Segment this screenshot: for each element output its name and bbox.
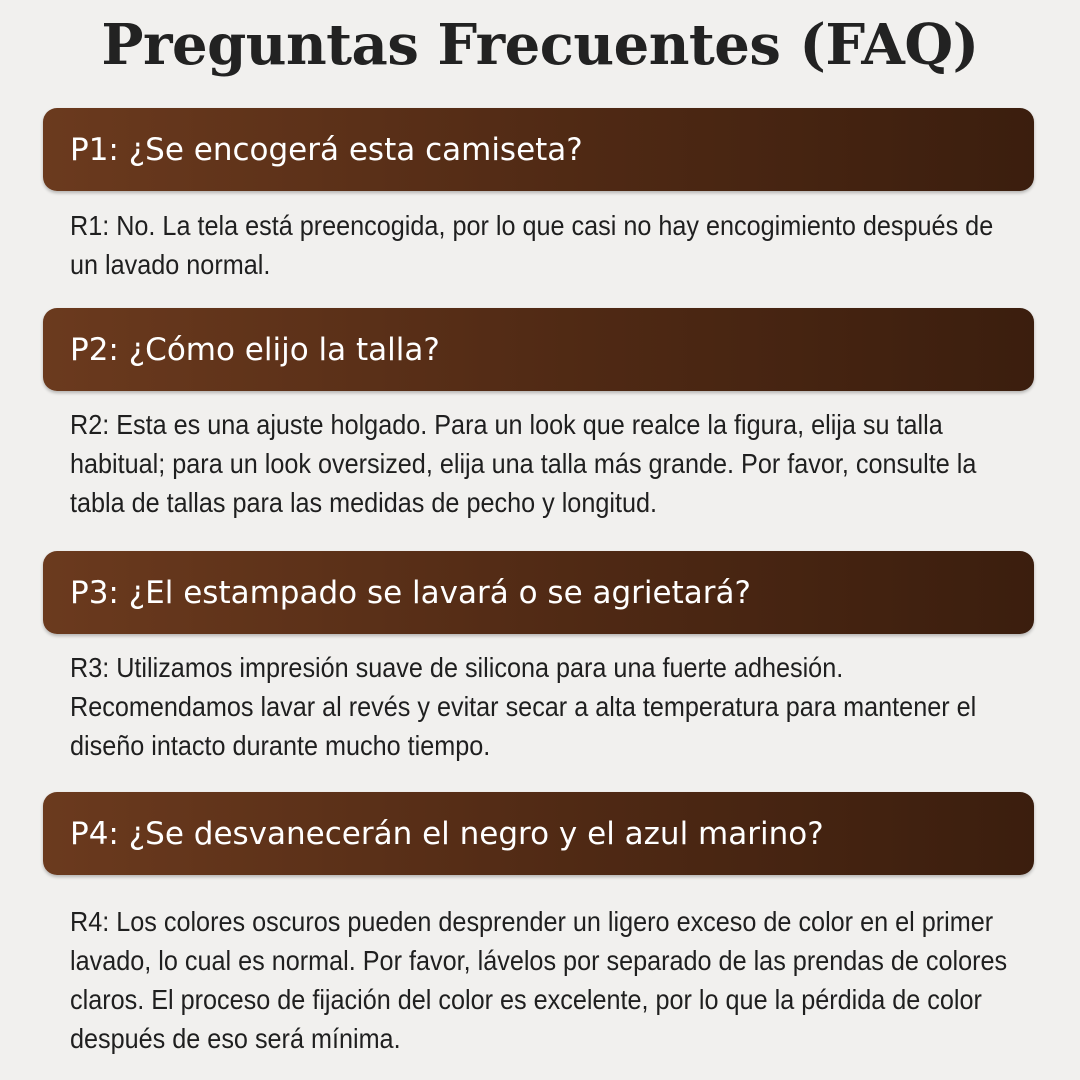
page-title: Preguntas Frecuentes (FAQ) [101, 12, 979, 78]
faq-question-4 [43, 792, 1034, 875]
question-text: P3: ¿El estampado se lavará o se agrietará? [70, 574, 751, 611]
faq-question-1 [43, 108, 1034, 191]
faq-answer-2: R2: Esta es una ajuste holgado. Para un look que realce la figura, elija su talla habitual; para un look oversized, elija una talla más grande. Por favor, consulte la tabla de tallas para las medidas de pecho y longitud. [70, 409, 977, 518]
question-text: P1: ¿Se encogerá esta camiseta? [70, 131, 583, 168]
question-text: P2: ¿Cómo elijo la talla? [70, 331, 440, 368]
faq-answer-4: R4: Los colores oscuros pueden desprender un ligero exceso de color en el primer lavado, lo cual es normal. Por favor, lávelos por separado de las prendas de colores claros. El proceso de fijación del color es excelente, por lo que la pérdida de color después de eso será mínima. [70, 906, 1008, 1054]
faq-question-3 [43, 551, 1034, 634]
faq-answer-3: R3: Utilizamos impresión suave de silicona para una fuerte adhesión. Recomendamos lavar al revés y evitar secar a alta temperatura para mantener el diseño intacto durante mucho tiempo. [70, 652, 977, 761]
question-text: P4: ¿Se desvanecerán el negro y el azul marino? [70, 815, 824, 852]
faq-question-2 [43, 308, 1034, 391]
faq-answer-1: R1: No. La tela está preencogida, por lo que casi no hay encogimiento después de un lavado normal. [70, 210, 994, 280]
